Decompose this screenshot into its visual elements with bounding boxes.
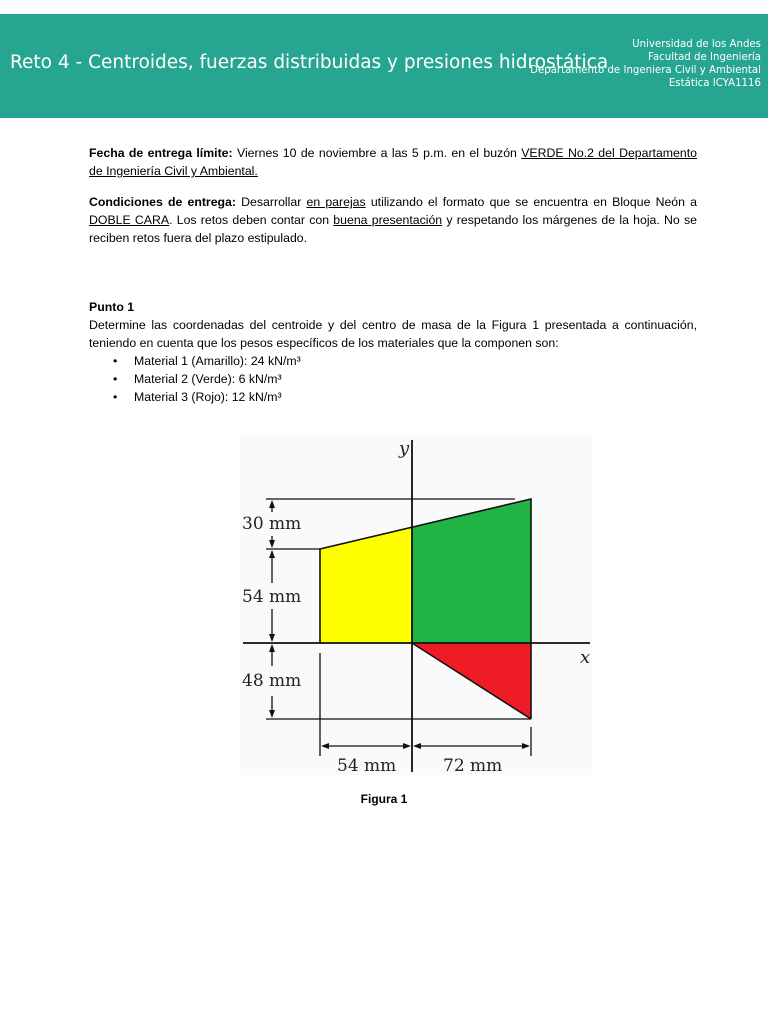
delivery-location: VERDE No.2 del Departamento de Ingeniería Civil y Ambiental.: [89, 146, 697, 178]
conditions-text-4: y respetando los márgenes de la hoja. No se reciben retos fuera del plazo estipulado.: [89, 213, 697, 245]
delivery-label: Fecha de entrega límite:: [89, 146, 233, 160]
document-title: Reto 4 - Centroides, fuerzas distribuidas y presiones hidrostática: [10, 52, 609, 73]
conditions-text-2: utilizando el formato que se encuentra en Bloque Neón a: [365, 195, 697, 209]
institution-info: [530, 38, 761, 90]
delivery-text: Viernes 10 de noviembre a las 5 p.m. en el buzón: [232, 146, 522, 160]
dimension-54-mm-horizontal: 54 mm: [337, 756, 397, 775]
conditions-label: Condiciones de entrega:: [89, 195, 236, 209]
delivery-paragraph: [89, 144, 697, 180]
conditions-text-1: Desarrollar: [236, 195, 307, 209]
conditions-underline-2: DOBLE CARA: [89, 213, 170, 227]
dimension-72-mm: 72 mm: [443, 756, 503, 775]
punto1-intro: Determine las coordenadas del centroide y del centro de masa de la Figura 1 presentada a continuación, teniendo en cuenta que los pesos específicos de los materiales que la componen son:: [89, 318, 697, 350]
conditions-paragraph: [89, 193, 697, 247]
dimension-48-mm: 48 mm: [242, 671, 302, 691]
y-axis-label: y: [399, 438, 410, 459]
punto1-section: [89, 298, 697, 352]
course-name: Estática ICYA1116: [668, 78, 761, 89]
dimension-54-mm-vertical: 54 mm: [242, 587, 302, 607]
figure-caption: Figura 1: [360, 792, 408, 806]
material-item: • Material 3 (Rojo): 12 kN/m³: [89, 388, 301, 406]
conditions-underline-3: buena presentación: [333, 213, 443, 227]
materials-list: [89, 352, 301, 406]
figure-1-diagram: [240, 435, 592, 775]
x-axis-label: x: [580, 647, 591, 668]
material-item: • Material 2 (Verde): 6 kN/m³: [89, 370, 301, 388]
university-name: Universidad de los Andes: [632, 39, 761, 50]
conditions-text-3: . Los retos deben contar con: [169, 213, 334, 227]
faculty-name: Facultad de Ingeniería: [648, 52, 761, 63]
punto1-heading: Punto 1: [89, 300, 135, 314]
material-item: • Material 1 (Amarillo): 24 kN/m³: [89, 352, 301, 370]
document-header: [0, 14, 768, 118]
dimension-30-mm: 30 mm: [242, 514, 302, 534]
department-name: Departamento de Ingeniera Civil y Ambiental: [530, 65, 761, 76]
conditions-underline-1: en parejas: [306, 195, 366, 209]
